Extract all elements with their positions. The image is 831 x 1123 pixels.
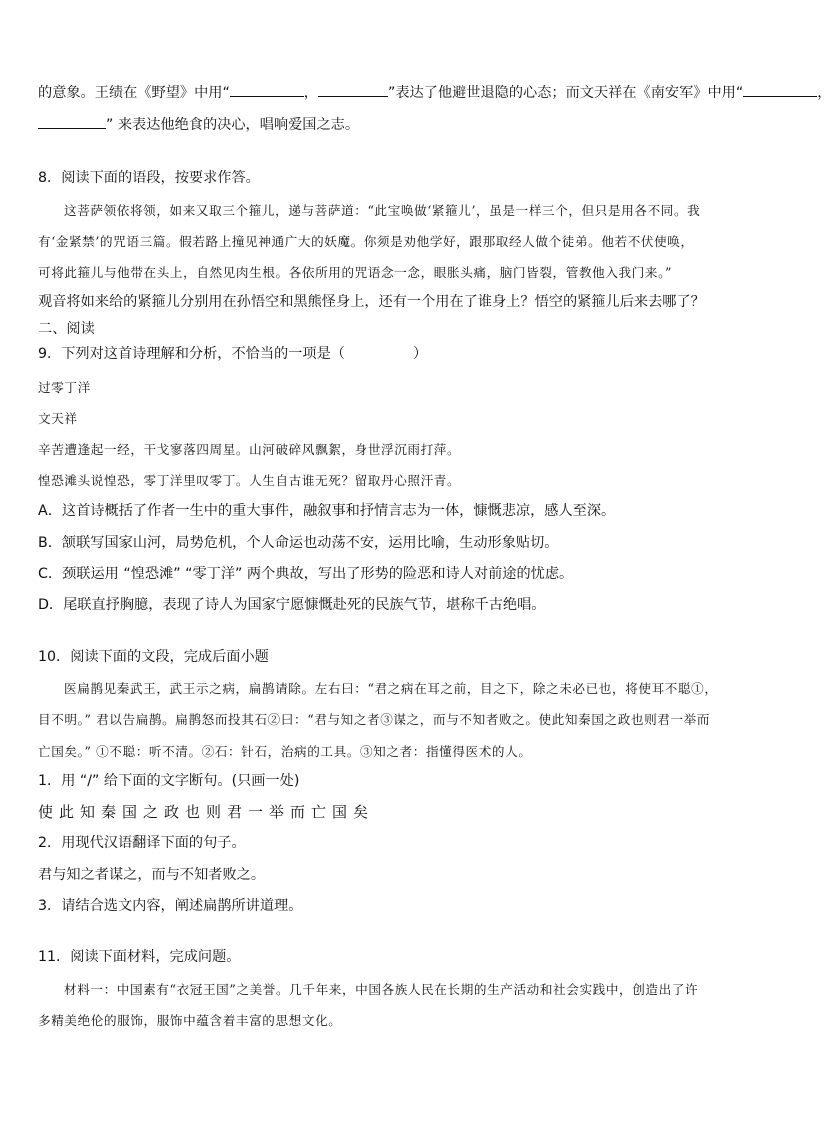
- q7-text-c: ”表达了他避世退隐的心态；而文天祥在《南安军》中用“: [388, 85, 744, 101]
- q8-passage-line: 可将此箍儿与他带在头上，自然见肉生根。各依所用的咒语念一念，眼胀头痛，脑门皆裂，管教他入我门来。”: [38, 265, 673, 280]
- q9-title-close: ）: [412, 346, 428, 362]
- answer-blank[interactable]: [230, 83, 304, 97]
- q7-line-2: [38, 114, 359, 134]
- answer-blank[interactable]: [38, 115, 106, 129]
- q9-title-text: 9．下列对这首诗理解和分析，不恰当的一项是（: [38, 346, 345, 362]
- answer-blank[interactable]: [318, 83, 388, 97]
- option-a[interactable]: A．这首诗概括了作者一生中的重大事件，融叙事和抒情言志为一体，慷慨悲凉，感人至深。: [38, 503, 616, 519]
- q10-subquestion-2: 2．用现代汉语翻译下面的句子。: [38, 835, 246, 851]
- poem-author: 文天祥: [38, 411, 78, 426]
- q10-passage-line: 医扁鹊见秦武王，武王示之病，扁鹊请除。左右曰：“君之病在耳之前，目之下，除之未必已也，将使耳不聪①，: [64, 681, 718, 696]
- q10-subquestion-1: 1．用 “/” 给下面的文字断句。(只画一处): [38, 773, 300, 789]
- q8-passage-line: 有‘金紧禁’的咒语三篇。假若路上撞见神通广大的妖魔。你须是劝他学好，跟那取经人做个徒弟。他若不伏使唤，: [38, 234, 694, 249]
- option-c[interactable]: C．颈联运用 “惶恐滩” “零丁洋” 两个典故，写出了形势的险恶和诗人对前途的忧虑。: [38, 566, 574, 582]
- section-heading: 二、阅读: [38, 321, 95, 337]
- q10-sentence: 君与知之者谋之，而与不知者败之。: [38, 867, 266, 883]
- q7-line-1: [38, 82, 831, 102]
- q11-passage-line: 多精美绝伦的服饰，服饰中蕴含着丰富的思想文化。: [38, 1013, 342, 1028]
- q8-title: 8．阅读下面的语段，按要求作答。: [38, 170, 260, 186]
- q11-passage-line: 材料一：中国素有“衣冠王国”之美誉。几千年来，中国各族人民在长期的生产活动和社会实践中，创造出了许: [64, 982, 699, 997]
- q9-title: [38, 343, 427, 363]
- q10-subquestion-3: 3．请结合选文内容，阐述扁鹊所讲道理。: [38, 898, 303, 914]
- answer-blank[interactable]: [743, 83, 817, 97]
- q10-passage-line: 亡国矣。” ①不聪：听不清。②石：针石，治病的工具。③知之者：指懂得医术的人。: [38, 744, 532, 759]
- q8-passage-line: 这菩萨领依将领，如来又取三个箍儿，递与菩萨道：“此宝唤做‘紧箍儿’，虽是一样三个，但只是用各不同。我: [64, 203, 701, 218]
- q7-text-e: ” 来表达他绝食的决心，唱响爱国之志。: [106, 117, 360, 133]
- q11-title: 11．阅读下面材料，完成问题。: [38, 949, 241, 965]
- poem-title: 过零丁洋: [38, 380, 91, 395]
- q7-text-b: ，: [303, 85, 318, 101]
- q7-text-a: 的意象。王绩在《野望》中用“: [38, 85, 230, 101]
- poem-line: 惶恐滩头说惶恐，零丁洋里叹零丁。人生自古谁无死？留取丹心照汗青。: [38, 473, 461, 488]
- option-b[interactable]: B．颔联写国家山河，局势危机，个人命运也动荡不安，运用比喻，生动形象贴切。: [38, 535, 559, 551]
- q10-passage-line: 目不明。” 君以告扁鹊。扁鹊怒而投其石②曰：“君与知之者③谋之，而与不知者败之。使此知秦国之政也则君一举而: [38, 712, 711, 727]
- q7-text-d: ，: [817, 85, 831, 101]
- option-d[interactable]: D．尾联直抒胸臆，表现了诗人为国家宁愿慷慨赴死的民族气节，堪称千古绝唱。: [38, 597, 546, 613]
- q8-question: 观音将如来给的紧箍儿分别用在孙悟空和黑熊怪身上，还有一个用在了谁身上？悟空的紧箍儿后来去哪了？: [38, 294, 705, 310]
- q10-title: 10．阅读下面的文段，完成后面小题: [38, 649, 269, 665]
- q10-sentence: 使此知秦国之政也则君一举而亡国矣: [38, 803, 375, 821]
- poem-line: 辛苦遭逢起一经，干戈寥落四周星。山河破碎风飘絮，身世浮沉雨打萍。: [38, 442, 461, 457]
